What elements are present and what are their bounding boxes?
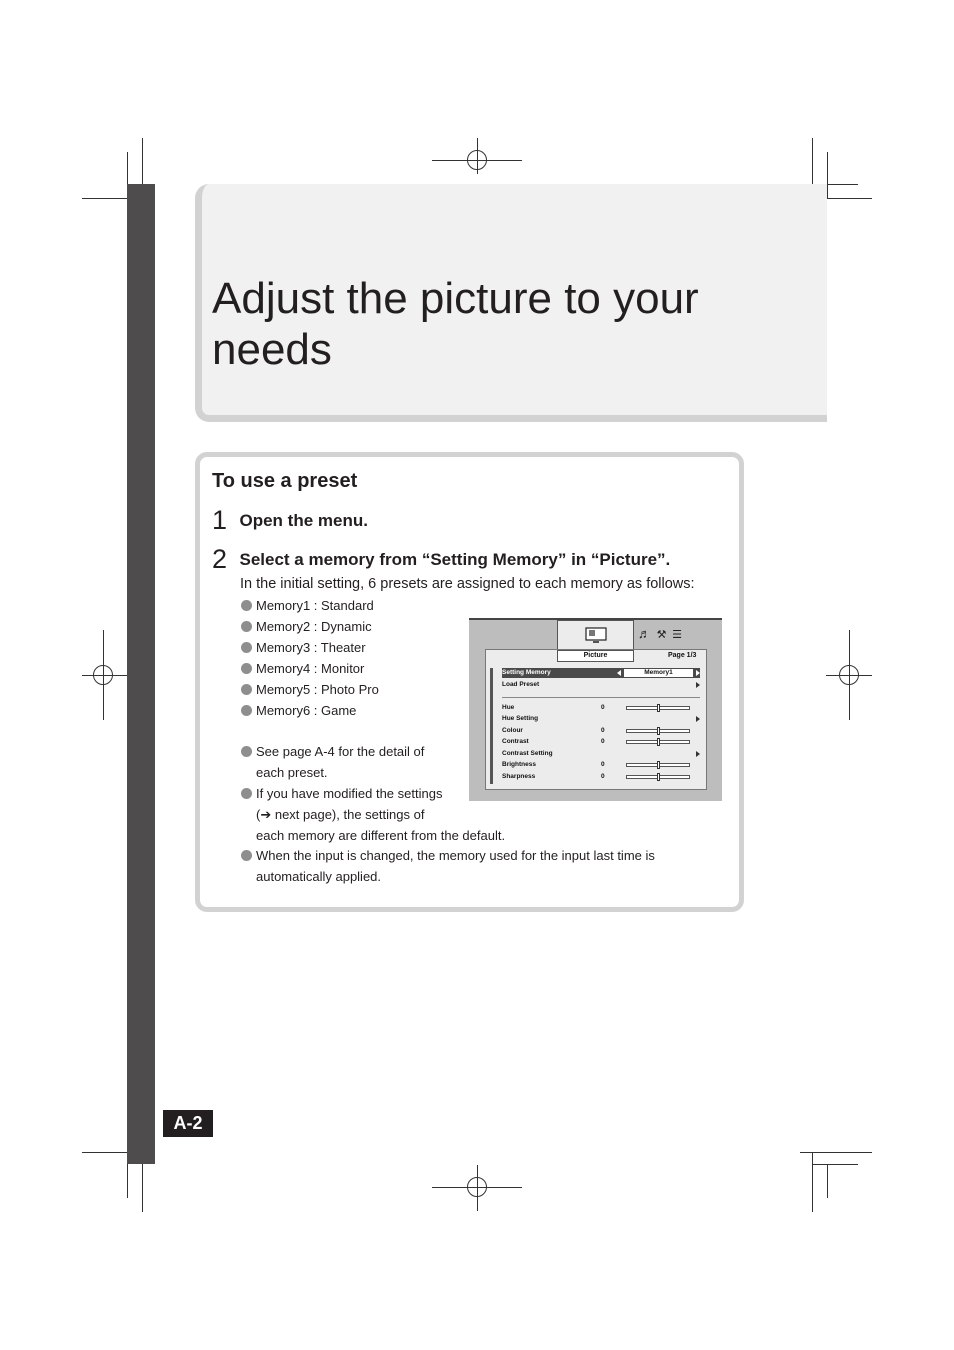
osd-slider[interactable]	[626, 706, 690, 710]
step-number: 1	[212, 505, 228, 535]
registration-mark	[839, 665, 859, 685]
list-item: Memory3 : Theater	[241, 637, 366, 658]
bullet-icon	[241, 642, 252, 653]
osd-row[interactable]: Contrast 0	[502, 737, 700, 747]
note-item: When the input is changed, the memory used for the input last time is	[241, 845, 655, 866]
slider-knob[interactable]	[657, 761, 660, 769]
osd-row[interactable]: Contrast Setting	[502, 749, 700, 759]
bullet-icon	[241, 621, 252, 632]
left-arrow-icon[interactable]	[617, 670, 621, 676]
note-item: If you have modified the settings	[241, 783, 442, 804]
bullet-icon	[241, 600, 252, 611]
bullet-icon	[241, 705, 252, 716]
list-item: Memory1 : Standard	[241, 595, 374, 616]
page-number: A-2	[163, 1110, 213, 1137]
bullet-icon	[241, 663, 252, 674]
bullet-icon	[241, 788, 252, 799]
tools-icon: ⚒	[656, 629, 668, 641]
crop-mark	[812, 1152, 813, 1212]
bullet-icon	[241, 746, 252, 757]
crop-mark	[127, 1164, 128, 1198]
osd-slider[interactable]	[626, 729, 690, 733]
slider-knob[interactable]	[657, 727, 660, 735]
step-text: Open the menu.	[239, 511, 368, 530]
note-continuation: automatically applied.	[256, 869, 382, 884]
osd-row-setting-memory[interactable]: Setting Memory Memory1	[502, 668, 700, 678]
section-heading: To use a preset	[212, 470, 358, 492]
side-bar	[127, 184, 155, 1164]
note-item: See page A-4 for the detail of	[241, 741, 424, 762]
osd-row[interactable]: Hue Setting	[502, 714, 700, 724]
osd-row[interactable]: Load Preset	[502, 680, 700, 690]
osd-row[interactable]: Sharpness 0	[502, 772, 700, 782]
right-arrow-icon	[696, 751, 700, 757]
crop-mark	[827, 1164, 828, 1198]
step-text: Select a memory from “Setting Memory” in “Picture”.	[239, 550, 671, 569]
crop-mark	[812, 1164, 858, 1165]
osd-separator	[502, 697, 700, 698]
registration-mark	[93, 665, 113, 685]
right-arrow-icon	[696, 716, 700, 722]
osd-scrollbar[interactable]	[490, 668, 493, 784]
bullet-icon	[241, 684, 252, 695]
right-arrow-icon[interactable]	[696, 670, 700, 676]
osd-slider[interactable]	[626, 740, 690, 744]
bullet-icon	[241, 850, 252, 861]
music-icon: ♬	[638, 626, 652, 641]
osd-slider[interactable]	[626, 763, 690, 767]
step-number: 2	[212, 544, 228, 574]
slider-knob[interactable]	[657, 704, 660, 712]
slider-knob[interactable]	[657, 773, 660, 781]
list-item: Memory6 : Game	[241, 700, 356, 721]
crop-mark	[827, 152, 828, 198]
list-item: Memory4 : Monitor	[241, 658, 364, 679]
osd-slider[interactable]	[626, 775, 690, 779]
registration-mark	[467, 1177, 487, 1197]
step-2	[212, 544, 670, 575]
picture-icon	[585, 627, 607, 643]
note-continuation: each memory are different from the default.	[256, 828, 506, 843]
osd-tab-label: Picture	[557, 650, 634, 662]
osd-row[interactable]: Hue 0	[502, 703, 700, 713]
note-continuation: (➔ next page), the settings of	[256, 807, 425, 822]
osd-row[interactable]: Brightness 0	[502, 760, 700, 770]
registration-mark	[467, 150, 487, 170]
page-title: Adjust the picture to your needs	[212, 274, 699, 374]
right-arrow-icon	[696, 682, 700, 688]
list-item: Memory5 : Photo Pro	[241, 679, 379, 700]
osd-memory-value: Memory1	[624, 669, 693, 677]
note-continuation: each preset.	[256, 765, 328, 780]
crop-mark	[800, 1152, 872, 1153]
list-item: Memory2 : Dynamic	[241, 616, 372, 637]
osd-other-tabs-icons	[638, 626, 683, 641]
osd-page-indicator: Page 1/3	[668, 652, 697, 659]
osd-row[interactable]: Colour 0	[502, 726, 700, 736]
slider-knob[interactable]	[657, 738, 660, 746]
settings-list-icon: ☰	[672, 629, 683, 641]
intro-text: In the initial setting, 6 presets are assigned to each memory as follows:	[240, 576, 695, 592]
step-1	[212, 505, 368, 536]
